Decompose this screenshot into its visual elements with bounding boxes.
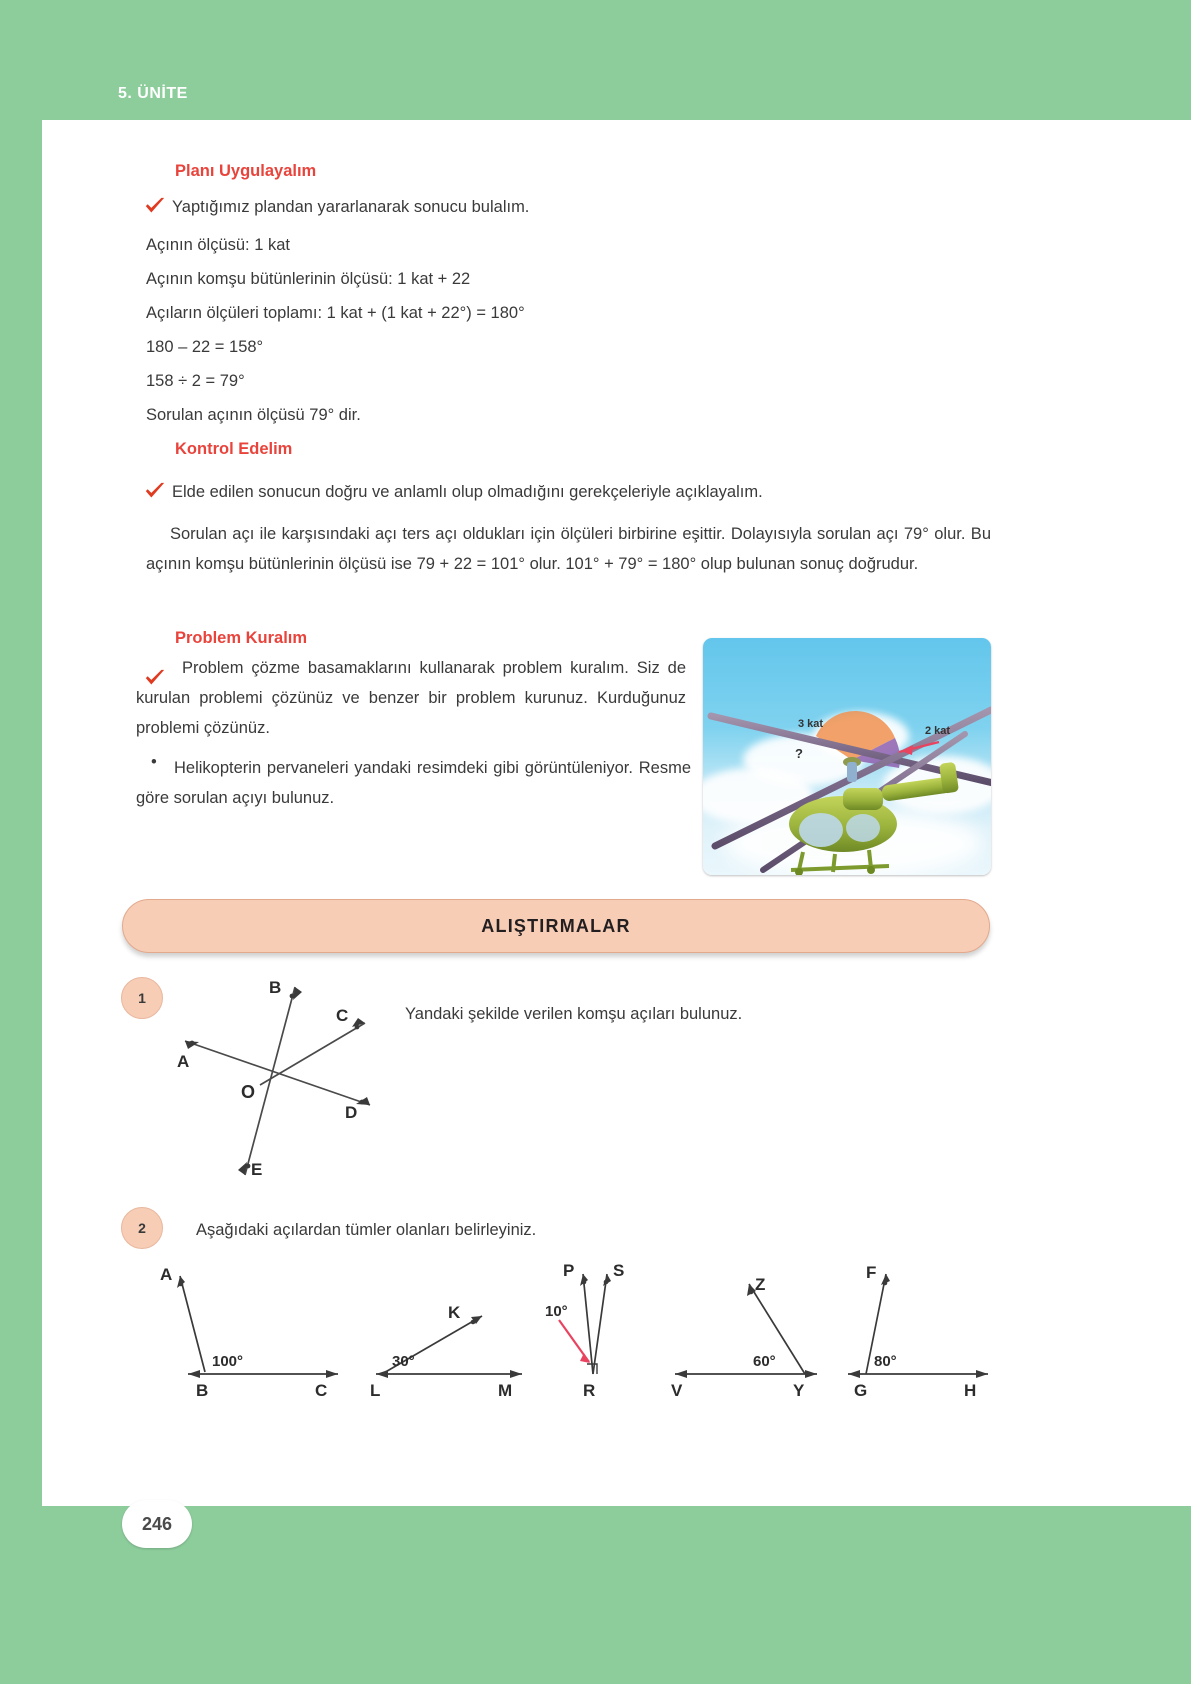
- label-H: H: [964, 1381, 977, 1400]
- figure-angle-fgh: [838, 1258, 1003, 1406]
- plan-line-0: Açının ölçüsü: 1 kat: [146, 236, 290, 254]
- label-V: V: [671, 1381, 683, 1400]
- page-number-badge: [122, 1500, 192, 1548]
- label-B: B: [269, 978, 282, 997]
- plan-line-5: Sorulan açının ölçüsü 79° dir.: [146, 406, 361, 424]
- bullet-mark: •: [151, 753, 157, 771]
- bullet-text: Helikopterin pervaneleri yandaki resimdeki gibi görüntüleniyor. Resme göre sorulan açıyı bulunuz.: [136, 759, 691, 807]
- page-number-label: 246: [141, 1513, 173, 1534]
- label-question-mark: ?: [795, 746, 803, 761]
- label-L: L: [370, 1381, 381, 1400]
- plan-line-3: 180 – 22 = 158°: [146, 338, 264, 356]
- question-1-number-label: 1: [138, 990, 146, 1006]
- plan-line-4: 158 ÷ 2 = 79°: [146, 372, 245, 390]
- question-2-number-label: 2: [138, 1220, 146, 1236]
- figure-angle-vyz: [665, 1268, 830, 1406]
- exercises-banner: [122, 899, 990, 953]
- kontrol-paragraph: Sorulan açı ile karşısındaki açı ters açı oldukları için ölçüleri birbirine eşittir. Dolayısıyla sorulan açı 79° olur. Bu açının komşu bütünlerinin ölçüsü ise 79 + 22 = 101° olur. 101° + 79° = 180° olup bulunan sonuç doğrudur.: [146, 525, 991, 573]
- angle-value-prs: 10°: [545, 1303, 568, 1320]
- angle-value-abc: 100°: [212, 1353, 244, 1370]
- label-C: C: [315, 1381, 328, 1400]
- label-P: P: [563, 1261, 575, 1280]
- check-icon: [144, 196, 166, 218]
- label-K: K: [448, 1303, 461, 1322]
- label-D: D: [345, 1103, 358, 1122]
- unit-label: 5. ÜNİTE: [118, 85, 188, 102]
- label-C: C: [336, 1006, 349, 1025]
- heading-kontrol-edelim: Kontrol Edelim: [175, 440, 293, 458]
- plan-intro: Yaptığımız plandan yararlanarak sonucu bulalım.: [172, 198, 530, 216]
- label-Y: Y: [793, 1381, 805, 1400]
- heading-problem-kuralim: Problem Kuralım: [175, 629, 308, 647]
- figure-angle-klm: [370, 1300, 535, 1405]
- label-A: A: [177, 1052, 190, 1071]
- label-F: F: [866, 1263, 877, 1282]
- heading-plani-uygulayalim: Planı Uygulayalım: [175, 162, 317, 180]
- label-Z: Z: [755, 1275, 766, 1294]
- label-S: S: [613, 1261, 625, 1280]
- plan-line-1: Açının komşu bütünlerinin ölçüsü: 1 kat + 22: [146, 270, 471, 288]
- label-O: O: [241, 1082, 256, 1102]
- exercises-banner-title: ALIŞTIRMALAR: [481, 915, 631, 936]
- label-E: E: [251, 1160, 263, 1179]
- kontrol-intro: Elde edilen sonucun doğru ve anlamlı olup olmadığını gerekçeleriyle açıklayalım.: [172, 483, 763, 501]
- question-number-2: [121, 1207, 163, 1249]
- figure-angle-abc: [160, 1260, 350, 1405]
- question-2-text: Aşağıdaki açılardan tümler olanları belirleyiniz.: [196, 1221, 537, 1239]
- angle-value-vyz: 60°: [753, 1353, 776, 1370]
- label-M: M: [498, 1381, 513, 1400]
- angle-value-klm: 30°: [392, 1353, 415, 1370]
- helicopter-drawing: [703, 638, 991, 875]
- label-2-kat: 2 kat: [925, 725, 951, 737]
- question-1-figure: [155, 975, 395, 1190]
- label-B: B: [196, 1381, 209, 1400]
- problem-paragraph: Problem çözme basamaklarını kullanarak problem kuralım. Siz de kurulan problemi çözünüz ve benzer bir problem kurunuz. Kurduğunuz problemi çözünüz.: [136, 659, 686, 737]
- angle-value-fgh: 80°: [874, 1353, 897, 1370]
- plan-line-2: Açıların ölçüleri toplamı: 1 kat + (1 kat + 22°) = 180°: [146, 304, 525, 322]
- helicopter-rotor-angle-image: [703, 638, 991, 875]
- label-G: G: [854, 1381, 868, 1400]
- check-icon: [144, 481, 166, 503]
- question-1-text: Yandaki şekilde verilen komşu açıları bulunuz.: [405, 1005, 743, 1023]
- label-A: A: [160, 1265, 173, 1284]
- label-R: R: [583, 1381, 596, 1400]
- label-3-kat: 3 kat: [798, 718, 824, 730]
